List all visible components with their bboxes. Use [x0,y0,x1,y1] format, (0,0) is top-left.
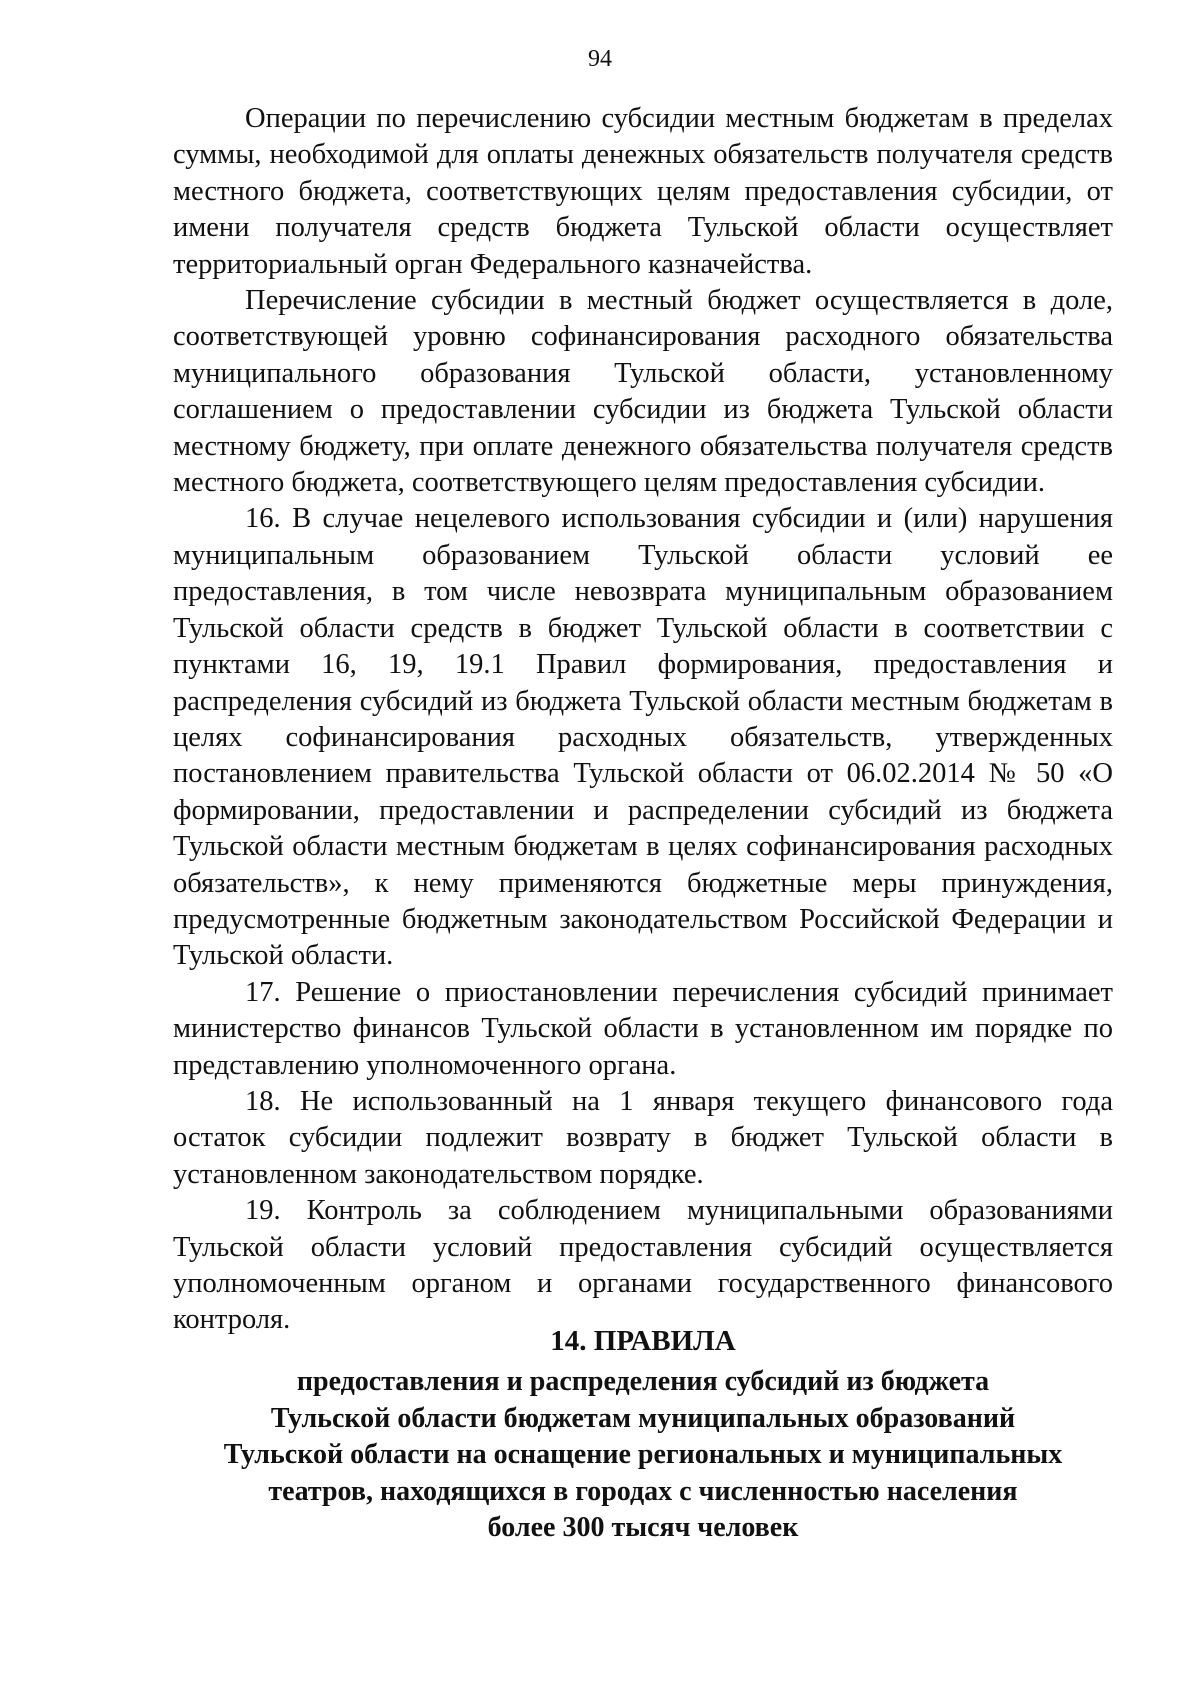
paragraph-transfer-share: Перечисление субсидии в местный бюджет осуществляется в доле, соответствующей уровню софинансирования расходного обязательства муниципального образования Тульской области, установленному соглашением о предоставлении субсидии из бюджета Тульской области местному бюджету, при оплате денежного обязательства получателя средств местного бюджета, соответствующего целям предоставления субсидии. [173,285,1113,499]
section-title: 14. ПРАВИЛА [550,1325,736,1357]
paragraph-transfer-operations: Операции по перечислению субсидии местным бюджетам в пределах суммы, необходимой для оплаты денежных обязательств получателя средств местного бюджета, соответствующих целям предоставления субсидии, от имени получателя средств бюджета Тульской области осуществляет территориальный орган Федерального казначейства. [173,103,1113,280]
section-subtitle-line: Тульской области на оснащение региональных и муниципальных [223,1439,1063,1470]
section-subtitle-line: предоставления и распределения субсидий из бюджета [296,1366,990,1397]
section-heading [173,1322,1113,1547]
body-text [173,101,1113,1339]
page-number: 94 [588,46,612,72]
paragraph-item-17: 17. Решение о приостановлении перечисления субсидий принимает министерство финансов Тульской области в установленном им порядке по представлению уполномоченного органа. [173,976,1113,1081]
paragraph-item-18: 18. Не использованный на 1 января текущего финансового года остаток субсидии подлежит возврату в бюджет Тульской области в установленном законодательством порядке. [173,1085,1113,1190]
paragraph-item-16: 16. В случае нецелевого использования субсидии и (или) нарушения муниципальным образованием Тульской области условий ее предоставления, в том числе невозврата муниципальным образованием Тульской области средств в бюджет Тульской области в соответствии с пунктами 16, 19, 19.1 Правил формирования, предоставления и распределения субсидий из бюджета Тульской области местным бюджетам в целях софинансирования расходных обязательств, утвержденных постановлением правительства Тульской области от 06.02.2014 № 50 «О формировании, предоставлении и распределении субсидий из бюджета Тульской области местным бюджетам в целях софинансирования расходных обязательств», к нему применяются бюджетные меры принуждения, предусмотренные бюджетным законодательством Российской Федерации и Тульской области. [173,503,1113,972]
section-subtitle-line: театров, находящихся в городах с численностью населения [268,1475,1018,1507]
paragraph-item-19: 19. Контроль за соблюдением муниципальными образованиями Тульской области условий предоставления субсидий осуществляется уполномоченным органом и органами государственного финансового контроля. [173,1195,1113,1336]
section-subtitle-line: Тульской области бюджетам муниципальных образований [270,1402,1016,1434]
section-subtitle-line: более 300 тысяч человек [487,1512,799,1543]
